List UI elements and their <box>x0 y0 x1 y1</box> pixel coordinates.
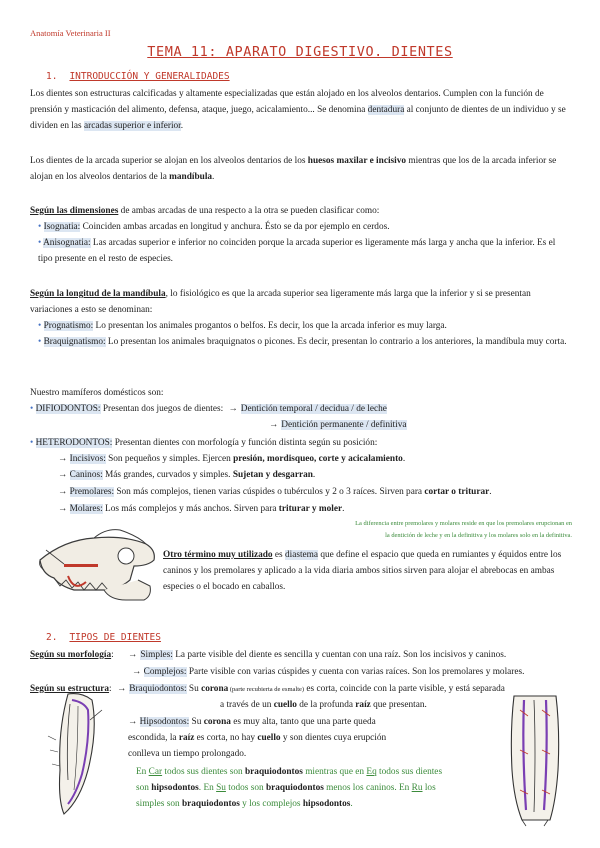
difiodontos-second: → Dentición permanente / definitiva <box>269 420 407 430</box>
isognatia-item: • Isognatia: Coinciden ambas arcadas en longitud y anchura. Ésto se da por ejemplo en cerdos. <box>38 222 390 232</box>
difiodontos-item: • DIFIODONTOS: Presentan dos juegos de dientes: → Dentición temporal / decidua / de leche <box>30 404 387 414</box>
species-note-3: simples son braquiodontos y los complejos hipsodontos. <box>136 799 353 809</box>
tooth-section-right <box>500 690 570 830</box>
hipsodontos-line-2: escondida, la raíz es corta, no hay cuello y son dientes cuya erupción <box>128 733 387 743</box>
skull-drawing <box>34 520 160 606</box>
braquignatismo-item: • Braquignatismo: Lo presentan los animales braquignatos o picones. Es decir, presentan lo contrario a los anteriores, la mandíbula muy corta. <box>38 337 567 347</box>
morphology-line: Según su morfología: → Simples: La parte visible del diente es sencilla y cuentan con una raíz. Son los incisivos y caninos. <box>30 650 507 660</box>
section-1-heading: 1. INTRODUCCIÓN Y GENERALIDADES <box>46 71 230 82</box>
section-2-heading: 2. TIPOS DE DIENTES <box>46 632 161 643</box>
premolar-note: La diferencia entre premolares y molares reside en que los premolares erupcionan en la dentición de leche y en la definitiva y los molares solo en la definitiva. <box>355 520 572 539</box>
heterodontos-item: • HETERODONTOS: Presentan dientes con morfología y función distinta según su posición: <box>30 438 378 448</box>
longitude-paragraph: Según la longitud de la mandíbula, lo fisiológico es que la arcada superior sea ligeramente más larga que la inferior y si se presentan variaciones a esto se denominan: <box>30 289 531 315</box>
species-note: En Car todos sus dientes son braquiodontos mientras que en Eq todos sus dientes <box>136 767 443 777</box>
page-title: TEMA 11: APARATO DIGESTIVO. DIENTES <box>147 44 453 60</box>
mammals-intro: Nuestro mamíferos domésticos son: <box>30 388 164 398</box>
intro-paragraph-1: Los dientes son estructuras calcificadas y altamente especializadas que están alojado en los alveolos dentarios. Cumplen con la función de prensión y masticación del alimento, defensa, ataque, juego, acicalamiento... Se denomina dentadura al conjunto de dientes de un individuo y se dividen en las arcadas superior e inferior. <box>30 89 566 131</box>
caninos-item: → Caninos: Más grandes, curvados y simples. Sujetan y desgarran. <box>58 470 316 480</box>
dimensions-paragraph: Según las dimensiones de ambas arcadas de una respecto a la otra se pueden clasificar como: <box>30 206 380 216</box>
hipsodontos-line: → Hipsodontos: Su corona es muy alta, tanto que una parte queda <box>128 717 376 727</box>
complejos-line: → Complejos: Parte visible con varias cúspides y cuenta con varias raíces. Son los premolares y molares. <box>132 667 525 677</box>
intro-paragraph-2: Los dientes de la arcada superior se alojan en los alveolos dentarios de los huesos maxilar e incisivo mientras que los de la arcada inferior se alojan en los alveolos dentarios de la mandíbula. <box>30 156 557 182</box>
anisognatia-item: • Anisognatia: Las arcadas superior e inferior no coinciden porque la arcada superior es ligeramente más larga y ancha que la inferior. Es el tipo presente en el resto de especies. <box>38 238 556 264</box>
hipsodontos-line-3: conlleva un tiempo prolongado. <box>128 749 247 759</box>
incisivos-item: → Incisivos: Son pequeños y simples. Ejercen presión, mordisqueo, corte y acicalamiento. <box>58 454 406 464</box>
molares-item: → Molares: Los más complejos y más anchos. Sirven para triturar y moler. <box>58 504 345 514</box>
species-note-2: son hipsodontos. En Su todos son braquiodontos menos los caninos. En Ru los <box>136 783 436 793</box>
page-header: Anatomía Veterinaria II <box>30 28 111 38</box>
structure-line-2: a través de un cuello de la profunda raíz que presentan. <box>220 700 427 710</box>
structure-line: Según su estructura: → Braquiodontos: Su corona (parte recubierta de esmalte) es corta, coincide con la parte visible, y está separada <box>30 684 505 694</box>
prognatismo-item: • Prognatismo: Lo presentan los animales progantos o belfos. Es decir, los que la arcada inferior es muy larga. <box>38 321 447 331</box>
premolares-item: → Premolares: Son más complejos, tienen varias cúspides o tubérculos y 2 o 3 raíces. Sirven para cortar o triturar. <box>58 487 492 497</box>
tooth-section-left <box>38 690 118 820</box>
diastema-paragraph: Otro término muy utilizado es diastema que define el espacio que queda en rumiantes y équidos entre los caninos y los premolares y aplicado a la vida diaria ambos sitios sirven para alojar el abrebocas en ambas especies o el bocado en caballos. <box>163 550 562 592</box>
